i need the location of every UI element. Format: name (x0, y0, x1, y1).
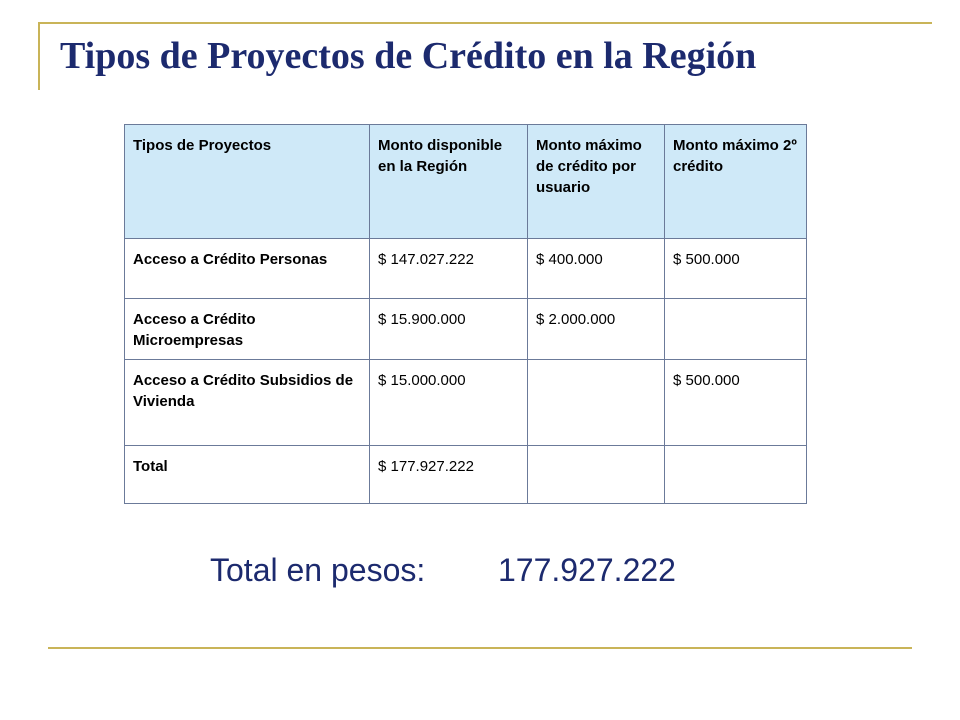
cell-monto-disponible: $ 15.000.000 (370, 360, 528, 446)
cell-monto-maximo: $ 2.000.000 (528, 299, 665, 360)
table-row (125, 239, 807, 299)
total-value: 177.927.222 (498, 552, 676, 588)
cell-monto-disponible: $ 147.027.222 (370, 239, 528, 299)
total-label: Total en pesos: (210, 552, 426, 588)
cell-monto-disponible: $ 177.927.222 (370, 446, 528, 504)
left-divider (38, 22, 40, 90)
credit-projects-table (124, 124, 807, 504)
row-label: Total (125, 446, 370, 504)
column-header-monto-segundo: Monto máximo 2º crédito (665, 125, 807, 239)
column-header-tipos: Tipos de Proyectos (125, 125, 370, 239)
row-label: Acceso a Crédito Personas (125, 239, 370, 299)
total-summary (210, 552, 676, 589)
slide-title: Tipos de Proyectos de Crédito en la Región (60, 35, 757, 77)
bottom-divider (48, 647, 912, 649)
column-header-monto-disponible: Monto disponible en la Región (370, 125, 528, 239)
table-row (125, 299, 807, 360)
cell-monto-segundo: $ 500.000 (665, 360, 807, 446)
cell-monto-maximo (528, 446, 665, 504)
table-header-row (125, 125, 807, 239)
row-label: Acceso a Crédito Subsidios de Vivienda (125, 360, 370, 446)
cell-monto-maximo (528, 360, 665, 446)
cell-monto-segundo: $ 500.000 (665, 239, 807, 299)
table-row-total (125, 446, 807, 504)
row-label: Acceso a Crédito Microempresas (125, 299, 370, 360)
cell-monto-disponible: $ 15.900.000 (370, 299, 528, 360)
top-divider (40, 22, 932, 24)
cell-monto-segundo (665, 299, 807, 360)
table-row (125, 360, 807, 446)
cell-monto-maximo: $ 400.000 (528, 239, 665, 299)
cell-monto-segundo (665, 446, 807, 504)
column-header-monto-maximo: Monto máximo de crédito por usuario (528, 125, 665, 239)
